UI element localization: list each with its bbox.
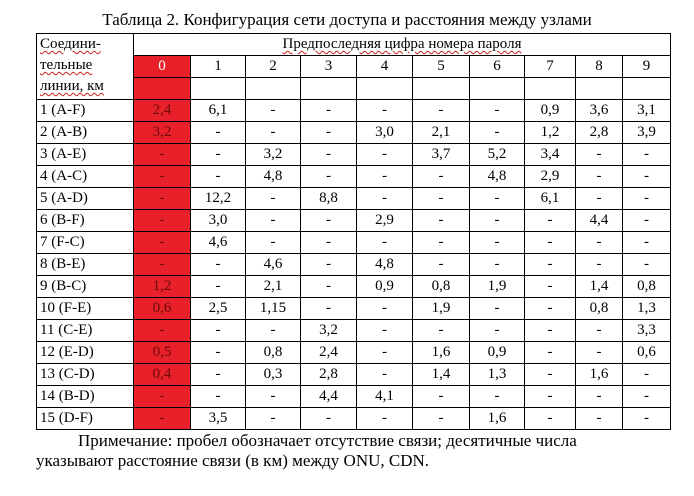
distance-cell: - [623,210,671,232]
distance-cell: - [470,232,525,254]
distance-cell: - [470,298,525,320]
digit-header-0: 0 [134,56,191,78]
header-spacer-cell [470,78,525,100]
header-spacer-cell [576,78,623,100]
distance-cell: 4,8 [246,166,301,188]
distance-cell: - [357,364,413,386]
distance-cell: - [191,254,246,276]
distance-cell: 3,7 [413,144,470,166]
distance-cell: 3,2 [301,320,357,342]
distance-cell: - [191,166,246,188]
distance-cell: - [413,408,470,430]
distance-table [36,33,671,430]
distance-cell: - [413,166,470,188]
row-label: 13 (C-D) [37,364,134,386]
distance-cell: - [470,122,525,144]
distance-cell: - [357,408,413,430]
distance-cell: - [576,254,623,276]
distance-cell: - [413,232,470,254]
distance-cell: - [191,342,246,364]
distance-cell: - [191,364,246,386]
row-label: 3 (A-E) [37,144,134,166]
distance-cell: - [301,254,357,276]
distance-cell: 2,1 [413,122,470,144]
distance-cell: - [413,100,470,122]
distance-cell: - [470,320,525,342]
note-line-1: Примечание: пробел обозначает отсутствие связи; десятичные числа [78,431,577,450]
distance-cell: - [357,100,413,122]
distance-cell: - [470,210,525,232]
table-row [37,210,671,232]
distance-cell: 3,3 [623,320,671,342]
distance-cell: 0,8 [413,276,470,298]
header-spacer-cell [357,78,413,100]
distance-cell: - [623,364,671,386]
distance-cell: - [525,254,576,276]
distance-cell: 1,6 [576,364,623,386]
header-spacer-cell [246,78,301,100]
distance-cell: - [357,188,413,210]
distance-cell: - [301,144,357,166]
distance-cell-highlight: 2,4 [134,100,191,122]
distance-cell: - [525,298,576,320]
distance-cell: 0,3 [246,364,301,386]
distance-cell: - [246,408,301,430]
header-spacer-cell-highlight [134,78,191,100]
distance-cell: - [301,166,357,188]
distance-cell: - [576,408,623,430]
distance-cell: - [246,210,301,232]
distance-cell: - [246,100,301,122]
digit-header-1: 1 [191,56,246,78]
distance-cell: 4,8 [470,166,525,188]
distance-cell: 2,9 [525,166,576,188]
distance-cell: - [301,408,357,430]
group-header [134,34,671,56]
distance-cell: 0,8 [576,298,623,320]
distance-cell: - [357,166,413,188]
distance-cell: - [470,188,525,210]
table-row [37,342,671,364]
distance-cell: 0,8 [246,342,301,364]
corner-header-line: линии, км [40,78,104,94]
distance-cell: - [246,122,301,144]
distance-cell: 1,9 [413,298,470,320]
row-label: 2 (A-B) [37,122,134,144]
distance-cell: - [470,254,525,276]
distance-cell: - [413,386,470,408]
distance-cell: - [525,210,576,232]
distance-cell: - [246,386,301,408]
distance-cell: - [623,166,671,188]
table-row [37,408,671,430]
distance-cell: 1,9 [470,276,525,298]
row-label: 7 (F-C) [37,232,134,254]
distance-cell: 3,0 [357,122,413,144]
digit-header-9: 9 [623,56,671,78]
distance-cell: - [576,342,623,364]
distance-cell: 3,1 [623,100,671,122]
distance-cell: 2,9 [357,210,413,232]
distance-cell-highlight: - [134,320,191,342]
distance-cell: 2,1 [246,276,301,298]
distance-cell: - [357,342,413,364]
distance-cell: 0,9 [357,276,413,298]
distance-cell: 1,15 [246,298,301,320]
distance-cell: 3,2 [246,144,301,166]
distance-cell: - [191,386,246,408]
header-spacer-cell [623,78,671,100]
table-note [36,431,670,471]
row-label: 9 (B-C) [37,276,134,298]
corner-header-line: тельные [40,57,93,73]
distance-cell: - [413,188,470,210]
distance-cell: 1,4 [576,276,623,298]
header-spacer-cell [191,78,246,100]
distance-cell: 1,6 [470,408,525,430]
distance-cell: 3,6 [576,100,623,122]
header-spacer-cell [525,78,576,100]
table-row [37,254,671,276]
header-row-group [37,34,671,56]
corner-header [37,34,134,100]
row-label: 5 (A-D) [37,188,134,210]
table-caption: Таблица 2. Конфигурация сети доступа и расстояния между узлами [102,10,592,29]
row-label: 15 (D-F) [37,408,134,430]
distance-cell: - [413,210,470,232]
distance-cell: - [623,232,671,254]
distance-cell: - [525,364,576,386]
distance-cell: - [525,276,576,298]
distance-cell: - [191,276,246,298]
distance-cell: 3,9 [623,122,671,144]
distance-cell-highlight: 0,6 [134,298,191,320]
digit-header-8: 8 [576,56,623,78]
distance-cell: - [525,408,576,430]
table-row [37,144,671,166]
distance-cell: - [301,210,357,232]
table-row [37,364,671,386]
distance-cell: 3,4 [525,144,576,166]
distance-cell-highlight: - [134,232,191,254]
distance-cell: - [576,386,623,408]
row-label: 6 (B-F) [37,210,134,232]
header-spacer-cell [301,78,357,100]
distance-cell: 6,1 [525,188,576,210]
distance-cell: - [525,232,576,254]
distance-cell: 0,6 [623,342,671,364]
distance-cell: - [470,386,525,408]
row-label: 4 (A-C) [37,166,134,188]
distance-cell: - [413,254,470,276]
distance-cell: - [470,100,525,122]
distance-cell: - [301,100,357,122]
distance-cell: 1,3 [470,364,525,386]
distance-cell: 6,1 [191,100,246,122]
distance-cell: - [525,386,576,408]
distance-cell: - [576,166,623,188]
distance-cell: 1,4 [413,364,470,386]
distance-cell: 2,4 [301,342,357,364]
note-line-2: указывают расстояние связи (в км) между ONU, CDN. [36,451,430,470]
table-row [37,320,671,342]
row-label: 14 (B-D) [37,386,134,408]
distance-cell: - [525,342,576,364]
distance-cell: 4,8 [357,254,413,276]
distance-cell: 4,6 [191,232,246,254]
row-label: 10 (F-E) [37,298,134,320]
distance-cell: - [191,144,246,166]
distance-cell: - [413,320,470,342]
distance-cell: - [301,232,357,254]
distance-cell: 4,1 [357,386,413,408]
distance-cell: - [191,320,246,342]
table-row [37,386,671,408]
distance-cell: 3,0 [191,210,246,232]
distance-cell-highlight: - [134,210,191,232]
distance-cell: - [246,320,301,342]
distance-cell: 4,4 [301,386,357,408]
table-body [37,100,671,430]
table-row [37,188,671,210]
table-row [37,298,671,320]
distance-cell: - [357,298,413,320]
distance-cell: - [623,408,671,430]
distance-cell-highlight: 3,2 [134,122,191,144]
row-label: 8 (B-E) [37,254,134,276]
distance-cell: - [357,232,413,254]
distance-cell: 4,6 [246,254,301,276]
distance-cell: - [246,232,301,254]
distance-cell: - [357,144,413,166]
distance-cell: - [623,386,671,408]
distance-cell: - [576,144,623,166]
digit-header-4: 4 [357,56,413,78]
distance-cell-highlight: - [134,144,191,166]
distance-cell: - [301,298,357,320]
table-row [37,276,671,298]
row-label: 12 (E-D) [37,342,134,364]
distance-cell: 2,8 [576,122,623,144]
distance-cell: - [576,232,623,254]
distance-cell: 3,5 [191,408,246,430]
distance-cell: 1,6 [413,342,470,364]
table-row [37,122,671,144]
distance-cell: 2,8 [301,364,357,386]
digit-header-6: 6 [470,56,525,78]
distance-cell: 0,9 [525,100,576,122]
distance-cell: - [301,122,357,144]
corner-header-line: Соедини- [40,36,101,52]
distance-cell: 4,4 [576,210,623,232]
digit-header-3: 3 [301,56,357,78]
distance-cell: 12,2 [191,188,246,210]
distance-cell: 0,9 [470,342,525,364]
distance-cell-highlight: 0,4 [134,364,191,386]
distance-cell-highlight: 1,2 [134,276,191,298]
distance-cell-highlight: - [134,188,191,210]
table-row [37,232,671,254]
distance-cell: - [301,276,357,298]
distance-cell: - [525,320,576,342]
distance-cell: 5,2 [470,144,525,166]
distance-cell: - [623,254,671,276]
distance-cell: 8,8 [301,188,357,210]
distance-cell-highlight: - [134,408,191,430]
distance-cell: - [576,320,623,342]
distance-cell: 2,5 [191,298,246,320]
distance-cell-highlight: - [134,386,191,408]
distance-cell-highlight: - [134,166,191,188]
distance-cell: - [191,122,246,144]
distance-cell: 1,3 [623,298,671,320]
distance-cell: - [246,188,301,210]
digit-header-2: 2 [246,56,301,78]
digit-header-7: 7 [525,56,576,78]
distance-cell-highlight: - [134,254,191,276]
group-header-text: Предпоследняя цифра номера пароля [282,36,522,52]
distance-cell: - [623,188,671,210]
table-row [37,166,671,188]
distance-cell: 1,2 [525,122,576,144]
distance-cell: 0,8 [623,276,671,298]
digit-header-5: 5 [413,56,470,78]
row-label: 11 (C-E) [37,320,134,342]
distance-cell-highlight: 0,5 [134,342,191,364]
table-row [37,100,671,122]
distance-cell: - [576,188,623,210]
distance-cell: - [357,320,413,342]
header-spacer-cell [413,78,470,100]
distance-cell: - [623,144,671,166]
row-label: 1 (A-F) [37,100,134,122]
